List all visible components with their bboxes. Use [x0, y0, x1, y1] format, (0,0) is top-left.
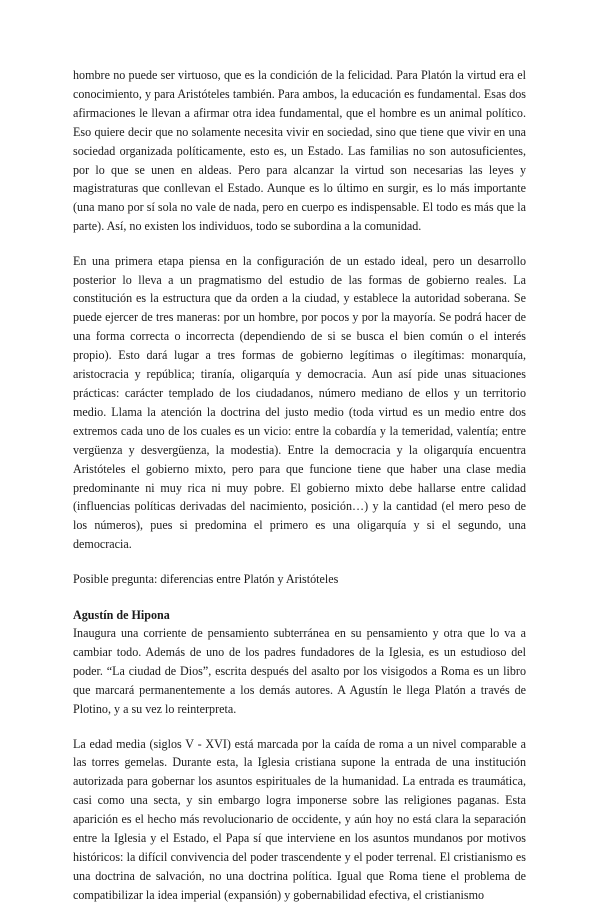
paragraph-augustine-intro: Inaugura una corriente de pensamiento subterránea en su pensamiento y otra que lo va a cambiar todo. Además de uno de los padres fundadores de la Iglesia, es un estudioso del poder. “La ciudad de Dios”, escrita después del asalto por los visigodos a Roma es un libro que marcará permanentemente a los demás autores. A Agustín le llega Platón a través de Plotino, y a su vez lo reinterpreta.	[73, 626, 526, 717]
paragraph-forms-of-government: En una primera etapa piensa en la configuración de un estado ideal, pero un desarrollo posterior lo lleva a un pragmatismo del estudio de las formas de gobierno reales. La constitución es la estructura que da orden a la ciudad, y establece la autoridad soberana. Se puede ejercer de tres maneras: por un hombre, por pocos y por la mayoría. Se podrá hacer de una forma correcta o incorrecta (dependiendo de si se busca el bien común o el interés propio). Esto dará lugar a tres formas de gobierno legítimas o ilegítimas: monarquía, aristocracia y república; tiranía, oligarquía y democracia. Aun así pide unas situaciones prácticas: carácter templado de los ciudadanos, número mediano de ellos y un territorio medio. Llama la atención la doctrina del justo medio (toda virtud es un medio entre dos extremos cada uno de los cuales es un vicio: entre la cobardía y la temeridad, valentía; entre vergüenza y desvergüenza, la modestia). Entre la democracia y la oligarquía encuentra Aristóteles el gobierno mixto, pero para que funcione tiene que haber una clase media predominante ni muy rica ni muy pobre. El gobierno mixto debe hallarse entre calidad (influencias políticas derivadas del nacimiento, posición…) y la cantidad (el mero peso de los números), pues si predomina el primero es una oligarquía y si el segundo, una democracia.	[73, 253, 526, 552]
paragraph-possible-question: Posible pregunta: diferencias entre Platón y Aristóteles	[73, 571, 339, 586]
section-heading: Agustín de Hipona	[73, 607, 170, 622]
paragraph-middle-ages: La edad media (siglos V - XVI) está marcada por la caída de roma a un nivel comparable a las torres gemelas. Durante esta, la Iglesia cristiana supone la entrada de una institución autorizada para gobernar los asuntos espirituales de la humanidad. La entrada es traumática, casi como una secta, y sin embargo logra imponerse sobre las religiones paganas. Esta aparición es el hecho más revolucionario de occidente, y aún hoy no está clara la separación entre la Iglesia y el Estado, el Papa sí que interviene en los asuntos mundanos por motivos históricos: la difícil convivencia del poder trascendente y el poder terrenal. El cristianismo es una doctrina de salvación, no una doctrina política. Igual que Roma tiene el problema de compatibilizar la idea imperial (expansión) y gobernabilidad efectiva, el cristianismo	[73, 736, 526, 902]
paragraph-aristotle-politics: hombre no puede ser virtuoso, que es la condición de la felicidad. Para Platón la virtud era el conocimiento, y para Aristóteles también. Para ambos, la educación es fundamental. Esas dos afirmaciones le llevan a afirmar otra idea fundamental, que el hombre es un animal político. Eso quiere decir que no solamente necesita vivir en sociedad, sino que tiene que vivir en una sociedad organizada políticamente, esto es, un Estado. Las familias no son autosuficientes, por lo que se unen en aldeas. Pero para alcanzar la virtud son necesarias las leyes y magistraturas que conllevan el Estado. Aunque es lo último en surgir, es lo más importante (una mano por sí sola no vale de nada, pero en cuerpo es indispensable. El todo es más que la parte). Así, no existen los individuos, todo se subordina a la comunidad.	[73, 68, 526, 234]
